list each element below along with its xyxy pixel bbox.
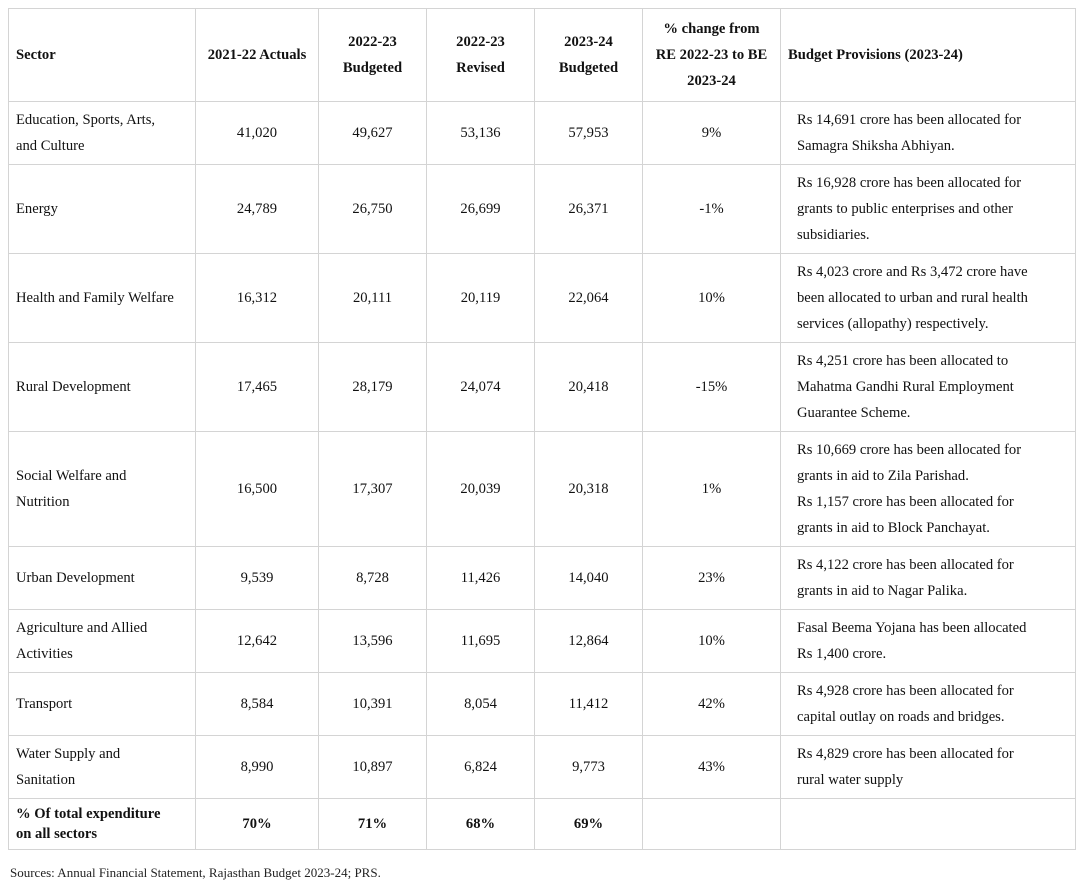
table-row [9, 547, 1076, 610]
header-budget-provisions: Budget Provisions (2023-24) [781, 9, 1076, 102]
table-row [9, 254, 1076, 343]
cell-sector: Energy [9, 165, 196, 254]
table-row [9, 102, 1076, 165]
cell-budgeted-2022-23: 17,307 [319, 432, 427, 547]
cell-provisions: Fasal Beema Yojana has been allocated Rs 1,400 crore. [781, 610, 1076, 673]
cell-provisions: Rs 4,928 crore has been allocated for capital outlay on roads and bridges. [781, 673, 1076, 736]
table-row [9, 432, 1076, 547]
cell-percent-change: 43% [643, 736, 781, 799]
cell-provisions: Rs 4,122 crore has been allocated for grants in aid to Nagar Palika. [781, 547, 1076, 610]
header-budgeted-2022-23: 2022-23 Budgeted [319, 9, 427, 102]
table-row [9, 736, 1076, 799]
budget-table [8, 8, 1076, 850]
header-sector: Sector [9, 9, 196, 102]
cell-percent-change: 42% [643, 673, 781, 736]
cell-total-percent-change [643, 799, 781, 850]
table-row [9, 673, 1076, 736]
sources-note: Sources: Annual Financial Statement, Rajasthan Budget 2023-24; PRS. [10, 865, 381, 880]
cell-provisions: Rs 10,669 crore has been allocated for grants in aid to Zila Parishad. Rs 1,157 crore has been allocated for grants in aid to Block Panchayat. [781, 432, 1076, 547]
cell-budgeted-2022-23: 26,750 [319, 165, 427, 254]
cell-actuals: 12,642 [196, 610, 319, 673]
cell-budgeted-2022-23: 10,391 [319, 673, 427, 736]
cell-revised-2022-23: 11,695 [427, 610, 535, 673]
cell-budgeted-2023-24: 11,412 [535, 673, 643, 736]
cell-budgeted-2023-24: 14,040 [535, 547, 643, 610]
cell-budgeted-2022-23: 8,728 [319, 547, 427, 610]
cell-percent-change: 10% [643, 610, 781, 673]
cell-total-provisions [781, 799, 1076, 850]
cell-total-budgeted-2023-24: 69% [535, 799, 643, 850]
cell-sector: Water Supply and Sanitation [9, 736, 196, 799]
cell-budgeted-2023-24: 12,864 [535, 610, 643, 673]
table-row [9, 343, 1076, 432]
cell-sector: Health and Family Welfare [9, 254, 196, 343]
cell-sector: Urban Development [9, 547, 196, 610]
header-budgeted-2023-24: 2023-24 Budgeted [535, 9, 643, 102]
cell-budgeted-2023-24: 20,418 [535, 343, 643, 432]
cell-budgeted-2023-24: 20,318 [535, 432, 643, 547]
cell-provisions: Rs 4,829 crore has been allocated for rural water supply [781, 736, 1076, 799]
cell-revised-2022-23: 53,136 [427, 102, 535, 165]
cell-budgeted-2023-24: 57,953 [535, 102, 643, 165]
cell-revised-2022-23: 20,039 [427, 432, 535, 547]
cell-total-budgeted-2022-23: 71% [319, 799, 427, 850]
cell-actuals: 8,990 [196, 736, 319, 799]
table-header-row [9, 9, 1076, 102]
header-revised-2022-23: 2022-23 Revised [427, 9, 535, 102]
cell-budgeted-2023-24: 26,371 [535, 165, 643, 254]
cell-revised-2022-23: 20,119 [427, 254, 535, 343]
cell-actuals: 9,539 [196, 547, 319, 610]
cell-total-actuals: 70% [196, 799, 319, 850]
cell-actuals: 17,465 [196, 343, 319, 432]
cell-percent-change: 23% [643, 547, 781, 610]
cell-revised-2022-23: 24,074 [427, 343, 535, 432]
cell-budgeted-2023-24: 9,773 [535, 736, 643, 799]
cell-total-label: % Of total expenditure on all sectors [9, 799, 196, 850]
cell-budgeted-2022-23: 13,596 [319, 610, 427, 673]
cell-provisions: Rs 14,691 crore has been allocated for Samagra Shiksha Abhiyan. [781, 102, 1076, 165]
cell-budgeted-2023-24: 22,064 [535, 254, 643, 343]
table-total-row [9, 799, 1076, 850]
cell-percent-change: 1% [643, 432, 781, 547]
table-row [9, 610, 1076, 673]
cell-budgeted-2022-23: 10,897 [319, 736, 427, 799]
cell-sector: Social Welfare and Nutrition [9, 432, 196, 547]
cell-percent-change: 9% [643, 102, 781, 165]
header-actuals: 2021-22 Actuals [196, 9, 319, 102]
cell-sector: Agriculture and Allied Activities [9, 610, 196, 673]
cell-sector: Rural Development [9, 343, 196, 432]
cell-actuals: 41,020 [196, 102, 319, 165]
cell-budgeted-2022-23: 49,627 [319, 102, 427, 165]
cell-budgeted-2022-23: 28,179 [319, 343, 427, 432]
cell-revised-2022-23: 6,824 [427, 736, 535, 799]
cell-provisions: Rs 4,251 crore has been allocated to Mahatma Gandhi Rural Employment Guarantee Scheme. [781, 343, 1076, 432]
cell-sector: Transport [9, 673, 196, 736]
table-row [9, 165, 1076, 254]
cell-total-revised-2022-23: 68% [427, 799, 535, 850]
cell-provisions: Rs 16,928 crore has been allocated for grants to public enterprises and other subsidiaries. [781, 165, 1076, 254]
cell-revised-2022-23: 11,426 [427, 547, 535, 610]
cell-actuals: 16,312 [196, 254, 319, 343]
cell-percent-change: -15% [643, 343, 781, 432]
cell-actuals: 16,500 [196, 432, 319, 547]
cell-budgeted-2022-23: 20,111 [319, 254, 427, 343]
cell-revised-2022-23: 26,699 [427, 165, 535, 254]
cell-percent-change: 10% [643, 254, 781, 343]
cell-percent-change: -1% [643, 165, 781, 254]
cell-revised-2022-23: 8,054 [427, 673, 535, 736]
cell-actuals: 8,584 [196, 673, 319, 736]
cell-actuals: 24,789 [196, 165, 319, 254]
header-percent-change: % change from RE 2022-23 to BE 2023-24 [643, 9, 781, 102]
cell-sector: Education, Sports, Arts, and Culture [9, 102, 196, 165]
cell-provisions: Rs 4,023 crore and Rs 3,472 crore have been allocated to urban and rural health services (allopathy) respectively. [781, 254, 1076, 343]
